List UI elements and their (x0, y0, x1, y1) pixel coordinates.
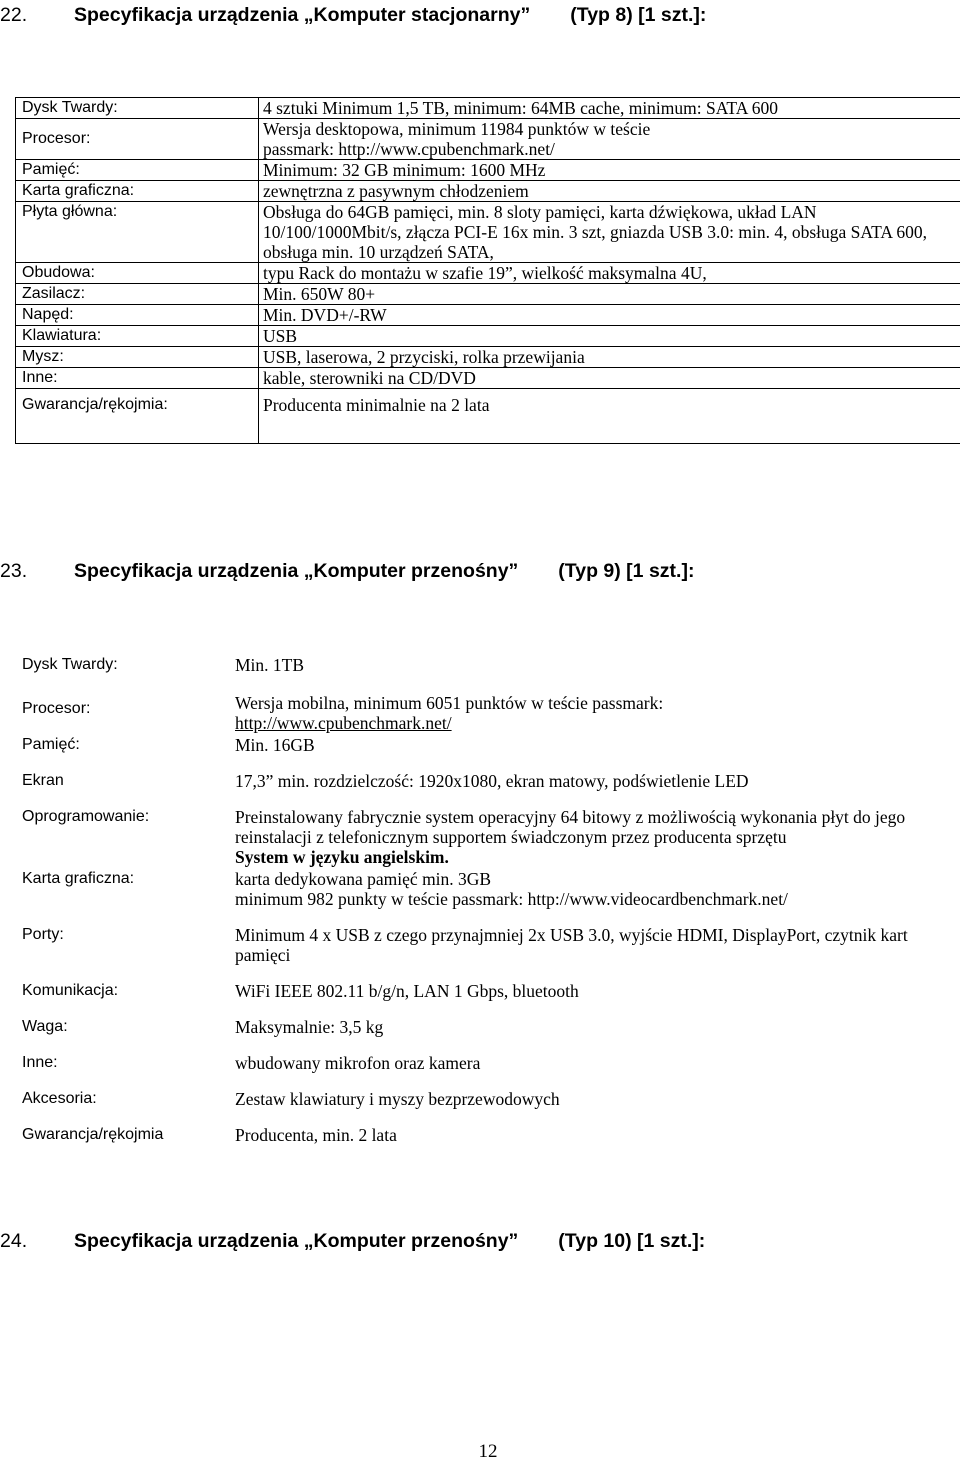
row-value-text-2: minimum 982 punkty w teście passmark: http://www.videocardbenchmark.net/ (235, 889, 788, 909)
row-value: Wersja desktopowa, minimum 11984 punktów w teście passmark: http://www.cpubenchmark.net/ (259, 119, 960, 160)
table-row (16, 326, 960, 347)
table-row (16, 368, 960, 389)
row-value: 17,3” min. rozdzielczość: 1920x1080, ekran matowy, podświetlenie LED (235, 771, 749, 791)
section-title: Specyfikacja urządzenia „Komputer przenośny” (74, 1230, 519, 1252)
row-value: Producenta minimalnie na 2 lata (259, 389, 960, 444)
row-label: Dysk Twardy: (22, 656, 118, 673)
row-value: Minimum 4 x USB z czego przynajmniej 2x USB 3.0, wyjście HDMI, DisplayPort, czytnik kart pamięci (235, 925, 908, 965)
row-label: Oprogramowanie: (22, 808, 150, 825)
section-number: 24. (0, 1230, 28, 1252)
table-row (22, 1017, 952, 1053)
row-label: Gwarancja/rękojmia: (16, 389, 259, 444)
row-label: Procesor: (22, 700, 91, 717)
row-value: USB (259, 326, 960, 347)
spec-table-typ9 (22, 655, 952, 1161)
row-value: Maksymalnie: 3,5 kg (235, 1017, 384, 1037)
table-row (16, 98, 960, 119)
row-label: Gwarancja/rękojmia (22, 1126, 164, 1143)
table-row (22, 807, 952, 869)
section-22-heading (0, 3, 706, 27)
cpubenchmark-link[interactable]: http://www.cpubenchmark.net/ (235, 713, 452, 733)
row-value (235, 691, 952, 735)
row-label: Pamięć: (22, 736, 80, 753)
row-value: 4 sztuki Minimum 1,5 TB, minimum: 64MB cache, minimum: SATA 600 (259, 98, 960, 119)
table-row (16, 181, 960, 202)
section-ref: (Typ 10) [1 szt.]: (558, 1230, 706, 1252)
row-value: zewnętrzna z pasywnym chłodzeniem (259, 181, 960, 202)
row-value: WiFi IEEE 802.11 b/g/n, LAN 1 Gbps, bluetooth (235, 981, 579, 1001)
row-label: Ekran (22, 772, 64, 789)
section-23-heading (0, 559, 694, 583)
table-row (16, 305, 960, 326)
row-value-text: Preinstalowany fabrycznie system operacyjny 64 bitowy z możliwością wykonania płyt do jego reinstalacji z telefonicznym supportem świadczonym przez producenta sprzętu (235, 807, 906, 847)
row-value: wbudowany mikrofon oraz kamera (235, 1053, 481, 1073)
row-label: Płyta główna: (16, 202, 259, 263)
row-label: Obudowa: (16, 263, 259, 284)
row-label: Karta graficzna: (16, 181, 259, 202)
row-value: Minimum: 32 GB minimum: 1600 MHz (259, 160, 960, 181)
table-row (16, 202, 960, 263)
table-row (22, 869, 952, 925)
row-label: Akcesoria: (22, 1090, 97, 1107)
row-label: Zasilacz: (16, 284, 259, 305)
row-label: Klawiatura: (16, 326, 259, 347)
row-value: Min. DVD+/-RW (259, 305, 960, 326)
row-label: Inne: (16, 368, 259, 389)
table-row (16, 284, 960, 305)
section-number: 22. (0, 4, 28, 26)
row-value: USB, laserowa, 2 przyciski, rolka przewijania (259, 347, 960, 368)
section-24-heading (0, 1229, 705, 1253)
row-label: Inne: (22, 1054, 58, 1071)
table-row (22, 771, 952, 807)
row-value-text: karta dedykowana pamięć min. 3GB (235, 869, 492, 889)
row-label: Pamięć: (16, 160, 259, 181)
row-label: Porty: (22, 926, 64, 943)
section-title: Specyfikacja urządzenia „Komputer stacjonarny” (74, 4, 531, 26)
row-label: Dysk Twardy: (16, 98, 259, 119)
section-ref: (Typ 9) [1 szt.]: (558, 560, 695, 582)
table-row (16, 263, 960, 284)
table-row (22, 735, 952, 771)
row-value: Min. 16GB (235, 735, 315, 755)
table-row (22, 655, 952, 691)
table-row (22, 925, 952, 981)
row-value (235, 869, 952, 925)
row-value (235, 807, 952, 869)
row-value: typu Rack do montażu w szafie 19”, wielkość maksymalna 4U, (259, 263, 960, 284)
row-value: kable, sterowniki na CD/DVD (259, 368, 960, 389)
table-row (22, 1053, 952, 1089)
table-row (16, 347, 960, 368)
table-row (22, 1125, 952, 1161)
row-value-text: Wersja mobilna, minimum 6051 punktów w teście passmark: (235, 693, 664, 713)
row-label: Napęd: (16, 305, 259, 326)
section-title: Specyfikacja urządzenia „Komputer przenośny” (74, 560, 519, 582)
table-row (16, 160, 960, 181)
row-value: Min. 1TB (235, 655, 305, 675)
table-row (22, 981, 952, 1017)
section-number: 23. (0, 560, 28, 582)
page-number: 12 (478, 1441, 498, 1462)
row-value: Producenta, min. 2 lata (235, 1125, 397, 1145)
row-label: Mysz: (16, 347, 259, 368)
row-value: Obsługa do 64GB pamięci, min. 8 sloty pamięci, karta dźwiękowa, układ LAN 10/100/1000Mbit/s, złącza PCI-E 16x min. 3 szt, gniazda USB 3.0: min. 4, obsługa SATA 600, obsługa min. 10 urządzeń SATA, (259, 202, 960, 263)
table-row (22, 1089, 952, 1125)
table-row (16, 389, 960, 444)
row-value-bold: System w języku angielskim. (235, 847, 449, 867)
row-value: Min. 650W 80+ (259, 284, 960, 305)
row-label: Karta graficzna: (22, 870, 135, 887)
section-ref: (Typ 8) [1 szt.]: (570, 4, 707, 26)
spec-table-typ8 (15, 97, 960, 444)
row-label: Procesor: (16, 119, 259, 160)
table-row (22, 691, 952, 735)
row-label: Komunikacja: (22, 982, 119, 999)
table-row (16, 119, 960, 160)
row-label: Waga: (22, 1018, 68, 1035)
row-value: Zestaw klawiatury i myszy bezprzewodowych (235, 1089, 560, 1109)
